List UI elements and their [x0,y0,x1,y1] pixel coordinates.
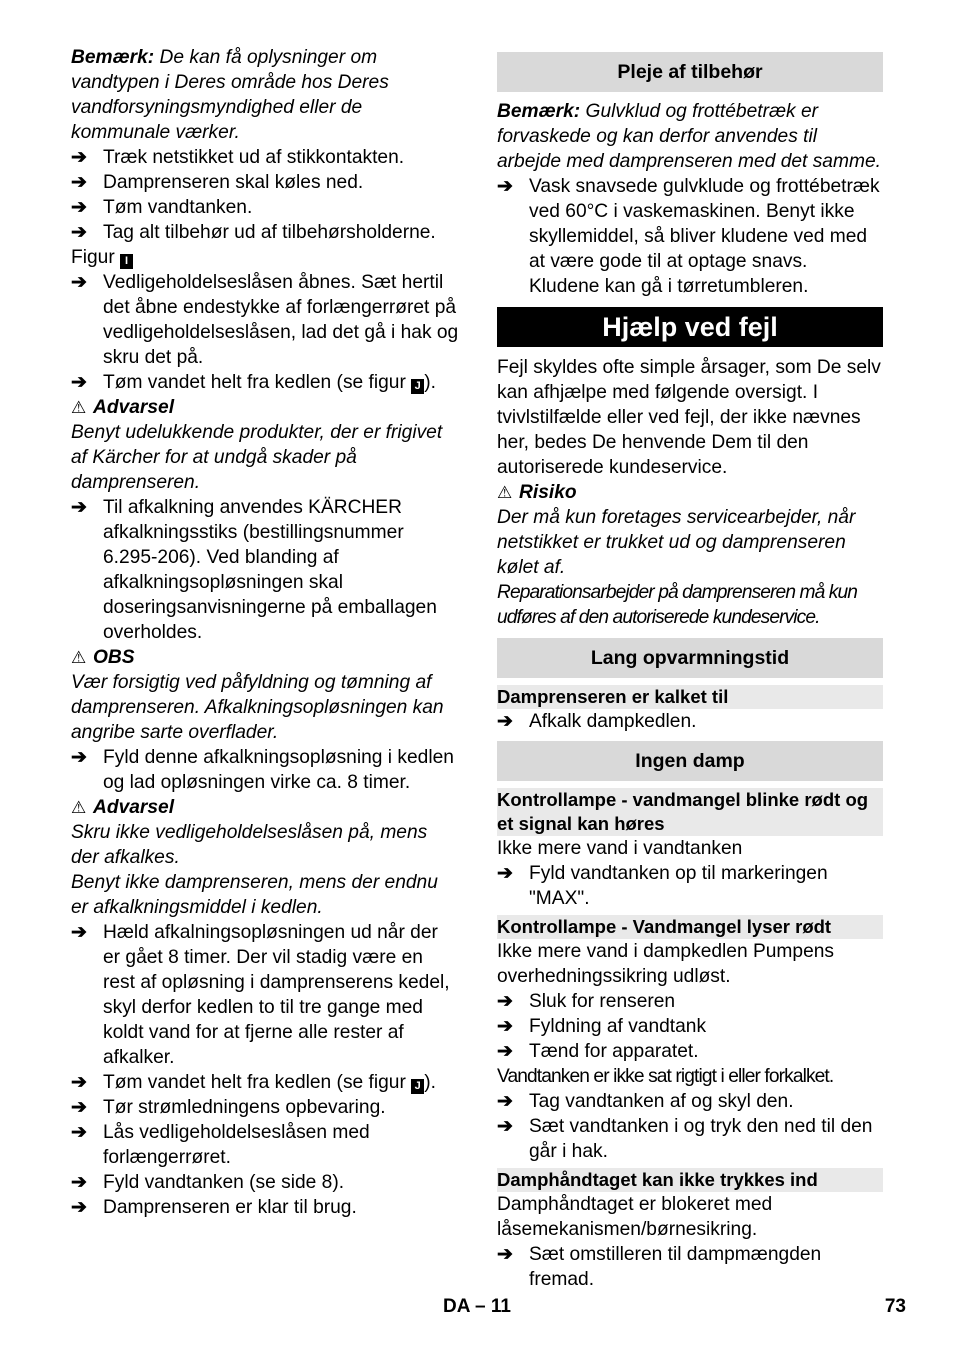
warning-text: Benyt udelukkende produkter, der er frigivet af Kärcher for at undgå skader på damprenseren. [71,422,443,493]
cause-text: Ikke mere vand i dampkedlen Pumpens overhedningssikring udløst. [497,941,835,987]
step: ➔ Damprenseren skal køles ned. [71,172,364,193]
left-column [71,45,459,1220]
arrow-icon: ➔ [497,1041,513,1062]
step: ➔ Fyldning af vandtank [497,1016,707,1037]
footer-label: DA – 11 [443,1296,511,1317]
subheading: Damprenseren er kalket til [497,685,883,709]
figure-box-icon: I [120,254,133,269]
obs-heading: ⚠ OBS [71,647,135,668]
step: ➔ Tag vandtanken af og skyl den. [497,1091,794,1112]
section-heading-ingen: Ingen damp [497,741,883,781]
arrow-icon: ➔ [71,1172,87,1193]
step: ➔ Lås vedligeholdelseslåsen med forlængerrøret. [71,1122,370,1168]
warning-heading: ⚠ Advarsel [71,397,175,418]
arrow-icon: ➔ [497,1016,513,1037]
arrow-icon: ➔ [497,1116,513,1137]
risk-text: Reparationsarbejder på damprenseren må kun udføres af den autoriserede kundeservice. [497,582,858,628]
page-number: 73 [884,1296,906,1317]
step: ➔ Tør strømledningens opbevaring. [71,1097,386,1118]
step: ➔ Sluk for renseren [497,991,676,1012]
cause-text: Ikke mere vand i vandtanken [497,838,743,859]
figure-reference: Figur I [71,245,459,270]
step: ➔ Fyld denne afkalkningsopløsning i kedlen og lad opløsningen virke ca. 8 timer. [71,747,454,793]
arrow-icon: ➔ [71,147,87,168]
arrow-icon: ➔ [497,1244,513,1265]
subheading: Kontrollampe - Vandmangel lyser rødt [497,915,883,939]
section-heading-lang: Lang opvarmningstid [497,638,883,678]
arrow-icon: ➔ [71,197,87,218]
step: ➔ Vedligeholdelseslåsen åbnes. Sæt hertil det åbne endestykke af forlængerrøret på vedligeholdelseslåsen, lad det gå i hak og skru det på. [71,272,459,368]
step: ➔ Damprenseren er klar til brug. [71,1197,357,1218]
step: ➔ Til afkalkning anvendes KÄRCHER afkalkningsstiks (bestillingsnummer 6.295-206). Ved blanding af afkalkningsopløsningen skal doseringsanvisningerne på emballagen overholdes. [71,497,437,643]
arrow-icon: ➔ [71,1072,87,1093]
obs-text: Vær forsigtig ved påfyldning og tømning af damprenseren. Afkalkningsopløsningen kan angribe sarte overflader. [71,672,444,743]
step: ➔ Tøm vandet helt fra kedlen (se figur J ). [71,1072,436,1093]
step: ➔ Tag alt tilbehør ud af tilbehørsholderne. [71,222,436,243]
step: ➔ Vask snavsede gulvklude og frottébetræk ved 60°C i vaskemaskinen. Benyt ikke skyllemiddel, så bliver kludene ved med at være gode til at optage snavs. Kludene kan gå i tørretumbleren. [497,176,880,297]
arrow-icon: ➔ [71,372,87,393]
arrow-icon: ➔ [71,172,87,193]
arrow-icon: ➔ [497,711,513,732]
arrow-icon: ➔ [71,922,87,943]
note: Bemærk: Gulvklud og frottébetræk er forvaskede og kan derfor anvendes til arbejde med damprenseren med det samme. [497,101,881,172]
figure-box-icon: J [411,379,424,394]
step: ➔ Tøm vandet helt fra kedlen (se figur J ). [71,372,436,393]
arrow-icon: ➔ [71,497,87,518]
right-column [497,52,883,1292]
step: ➔ Afkalk dampkedlen. [497,711,697,732]
warning-icon: ⚠ [71,398,87,417]
step: ➔ Fyld vandtanken (se side 8). [71,1172,345,1193]
warning-icon: ⚠ [71,798,87,817]
step: ➔ Hæld afkalningsopløsningen ud når der er gået 8 timer. Der vil stadig være en rest af opløsning i damprenserens kedel, skyl derfor kedlen to til tre gange med koldt vand for at fjerne alle rester af afkalker. [71,922,450,1068]
figure-box-icon: J [411,1079,424,1094]
step: ➔ Tænd for apparatet. [497,1041,699,1062]
subheading: Kontrollampe - vandmangel blinke rødt og et signal kan høres [497,788,883,836]
arrow-icon: ➔ [71,272,87,293]
step: ➔ Træk netstikket ud af stikkontakten. [71,147,405,168]
step: ➔ Sæt vandtanken i og tryk den ned til den går i hak. [497,1116,873,1162]
warning-icon: ⚠ [497,483,513,502]
arrow-icon: ➔ [71,1122,87,1143]
subheading: Damphåndtaget kan ikke trykkes ind [497,1168,883,1192]
note: Bemærk: De kan få oplysninger om vandtypen i Deres område hos Deres vandforsyningsmyndighed eller de kommunale værker. [71,47,389,143]
warning-text: Skru ikke vedligeholdelseslåsen på, mens der afkalkes. [71,822,428,868]
step: ➔ Fyld vandtanken op til markeringen "MAX". [497,863,828,909]
step: ➔ Tøm vandtanken. [71,197,253,218]
arrow-icon: ➔ [71,747,87,768]
main-heading: Hjælp ved fejl [497,307,883,347]
cause-text: Damphåndtaget er blokeret med låsemekanismen/børnesikring. [497,1194,773,1240]
warning-text: Benyt ikke damprenseren, mens der endnu er afkalkningsmiddel i kedlen. [71,872,438,918]
cause-text: Vandtanken er ikke sat rigtigt i eller forkalket. [497,1066,834,1087]
risk-text: Der må kun foretages servicearbejder, når netstikket er trukket ud og damprenseren kølet af. [497,507,856,578]
arrow-icon: ➔ [71,1097,87,1118]
warning-heading: ⚠ Advarsel [71,797,175,818]
arrow-icon: ➔ [497,863,513,884]
section-heading-pleje: Pleje af tilbehør [497,52,883,92]
arrow-icon: ➔ [497,1091,513,1112]
arrow-icon: ➔ [497,176,513,197]
intro-text: Fejl skyldes ofte simple årsager, som De selv kan afhjælpe med følgende oversigt. I tvivlstilfælde eller ved fejl, der ikke nævnes her, bedes De henvende Dem til den autoriserede kundeservice. [497,357,881,478]
step: ➔ Sæt omstilleren til dampmængden fremad. [497,1244,822,1290]
warning-icon: ⚠ [71,648,87,667]
risk-heading: ⚠ Risiko [497,482,577,503]
arrow-icon: ➔ [71,1197,87,1218]
arrow-icon: ➔ [71,222,87,243]
arrow-icon: ➔ [497,991,513,1012]
